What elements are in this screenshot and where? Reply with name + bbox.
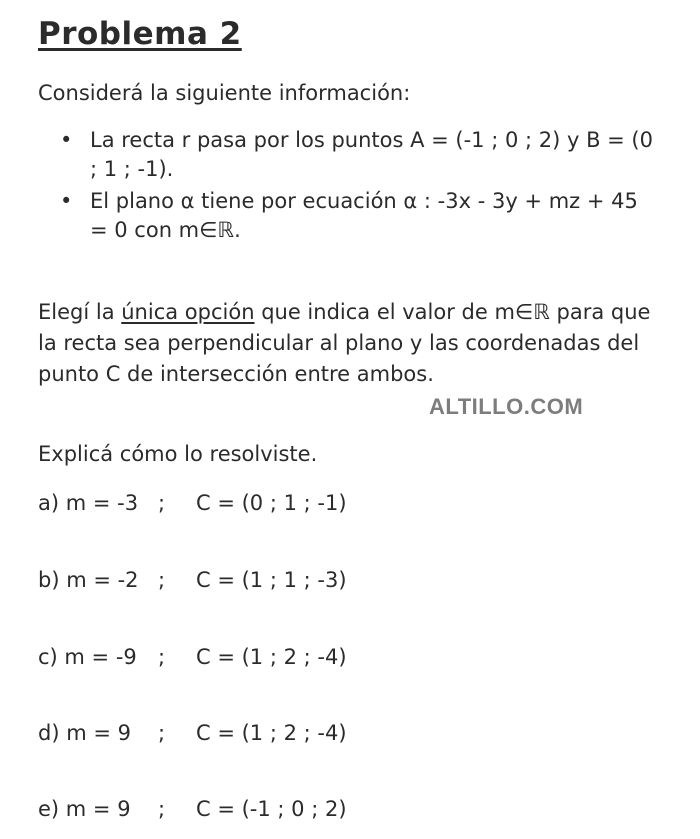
option-point-c: C = (-1 ; 0 ; 2) — [196, 797, 347, 821]
given-info-list — [38, 126, 655, 248]
option-m-value: b) m = -2 — [38, 568, 139, 592]
option-m-value: c) m = -9 — [38, 645, 137, 669]
list-item-text: La recta r pasa por los puntos A = (-1 ; 0 ; 2) y B = (0 ; 1 ; -1). — [90, 128, 653, 181]
explain-instruction: Explicá cómo lo resolviste. — [38, 442, 318, 466]
question-after: que indica el valor de m∈ℝ para que la recta sea perpendicular al plano y las coordenadas del punto C de intersección entre ambos. — [38, 300, 651, 386]
answer-option-a — [38, 488, 347, 518]
answer-option-c — [38, 642, 347, 672]
option-separator: ; — [158, 721, 166, 745]
option-point-c: C = (1 ; 2 ; -4) — [196, 645, 347, 669]
answer-option-d — [38, 718, 347, 748]
list-item — [38, 187, 655, 245]
question-before: Elegí la — [38, 300, 122, 324]
list-item-text: El plano α tiene por ecuación α : -3x - 3y + mz + 45 = 0 con m∈ℝ. — [90, 189, 638, 242]
bullet-icon: • — [60, 189, 73, 213]
question-emphasis: única opción — [121, 300, 255, 324]
option-point-c: C = (0 ; 1 ; -1) — [196, 491, 347, 515]
option-separator: ; — [158, 645, 166, 669]
answer-option-e — [38, 794, 347, 824]
option-separator: ; — [158, 797, 166, 821]
intro-text: Considerá la siguiente información: — [38, 81, 411, 105]
watermark-text: ALTILLO.COM — [429, 394, 584, 419]
answer-option-b — [38, 565, 347, 595]
option-separator: ; — [158, 491, 166, 515]
option-point-c: C = (1 ; 2 ; -4) — [196, 721, 347, 745]
question-text — [38, 297, 663, 390]
option-m-value: d) m = 9 — [38, 721, 131, 745]
option-point-c: C = (1 ; 1 ; -3) — [196, 568, 347, 592]
option-separator: ; — [158, 568, 166, 592]
list-item — [38, 126, 655, 184]
problem-title: Problema 2 — [38, 16, 242, 52]
option-m-value: e) m = 9 — [38, 797, 131, 821]
bullet-icon: • — [60, 128, 73, 152]
option-m-value: a) m = -3 — [38, 491, 139, 515]
